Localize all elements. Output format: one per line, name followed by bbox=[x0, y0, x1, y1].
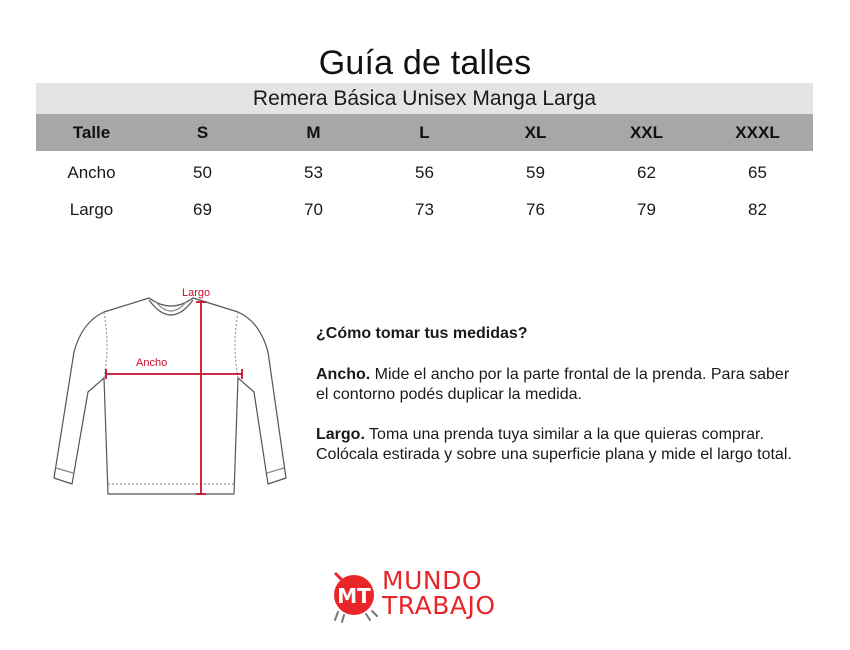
row-label: Ancho bbox=[67, 162, 116, 182]
row-label: Largo bbox=[69, 199, 114, 219]
table-cell: 76 bbox=[526, 199, 545, 219]
logo-mark-text: MT bbox=[337, 584, 371, 608]
table-cell: 69 bbox=[193, 199, 212, 219]
largo-term: Largo. bbox=[316, 426, 365, 443]
page-title: Guía de talles bbox=[318, 44, 532, 82]
logo-line-1: MUNDO bbox=[382, 566, 482, 595]
shirt-measurement-diagram bbox=[46, 282, 296, 502]
ancho-term: Ancho. bbox=[316, 366, 371, 383]
header-cell-talle: Talle bbox=[36, 114, 147, 151]
header-cell-s: S bbox=[147, 114, 258, 151]
table-row-ancho bbox=[36, 151, 813, 190]
ancho-label: Ancho bbox=[136, 357, 168, 369]
table-cell: 56 bbox=[415, 162, 434, 182]
table-cell: 79 bbox=[637, 199, 656, 219]
instructions-heading: ¿Cómo tomar tus medidas? bbox=[316, 325, 528, 342]
table-cell: 65 bbox=[748, 162, 767, 182]
mundo-trabajo-logo bbox=[330, 568, 530, 624]
logo-mark-icon bbox=[330, 568, 382, 624]
size-table-header bbox=[36, 114, 813, 151]
header-cell-l: L bbox=[369, 114, 480, 151]
ancho-text: Mide el ancho por la parte frontal de la prenda. Para saber el contorno podés duplicar la medida. bbox=[316, 366, 790, 403]
table-row-largo bbox=[36, 190, 813, 229]
table-cell: 70 bbox=[304, 199, 323, 219]
size-table bbox=[36, 114, 813, 229]
logo-line-2: TRABAJO bbox=[382, 591, 496, 620]
long-sleeve-shirt-icon bbox=[54, 298, 286, 494]
table-cell: 62 bbox=[637, 162, 656, 182]
table-cell: 59 bbox=[526, 162, 545, 182]
table-cell: 82 bbox=[748, 199, 767, 219]
header-cell-xl: XL bbox=[480, 114, 591, 151]
header-cell-m: M bbox=[258, 114, 369, 151]
largo-text: Toma una prenda tuya similar a la que quieras comprar. Colócala estirada y sobre una superficie plana y mide el largo total. bbox=[316, 426, 792, 463]
table-cell: 73 bbox=[415, 199, 434, 219]
table-cell: 53 bbox=[304, 162, 323, 182]
header-cell-xxl: XXL bbox=[591, 114, 702, 151]
header-cell-xxxl: XXXL bbox=[702, 114, 813, 151]
ancho-instruction bbox=[316, 365, 796, 405]
measurement-instructions bbox=[316, 324, 796, 485]
largo-instruction bbox=[316, 425, 796, 465]
largo-label: Largo bbox=[182, 287, 211, 299]
logo-wordmark bbox=[382, 568, 496, 618]
table-cell: 50 bbox=[193, 162, 212, 182]
measure-lines bbox=[106, 302, 242, 494]
product-name-bar: Remera Básica Unisex Manga Larga bbox=[36, 83, 813, 115]
